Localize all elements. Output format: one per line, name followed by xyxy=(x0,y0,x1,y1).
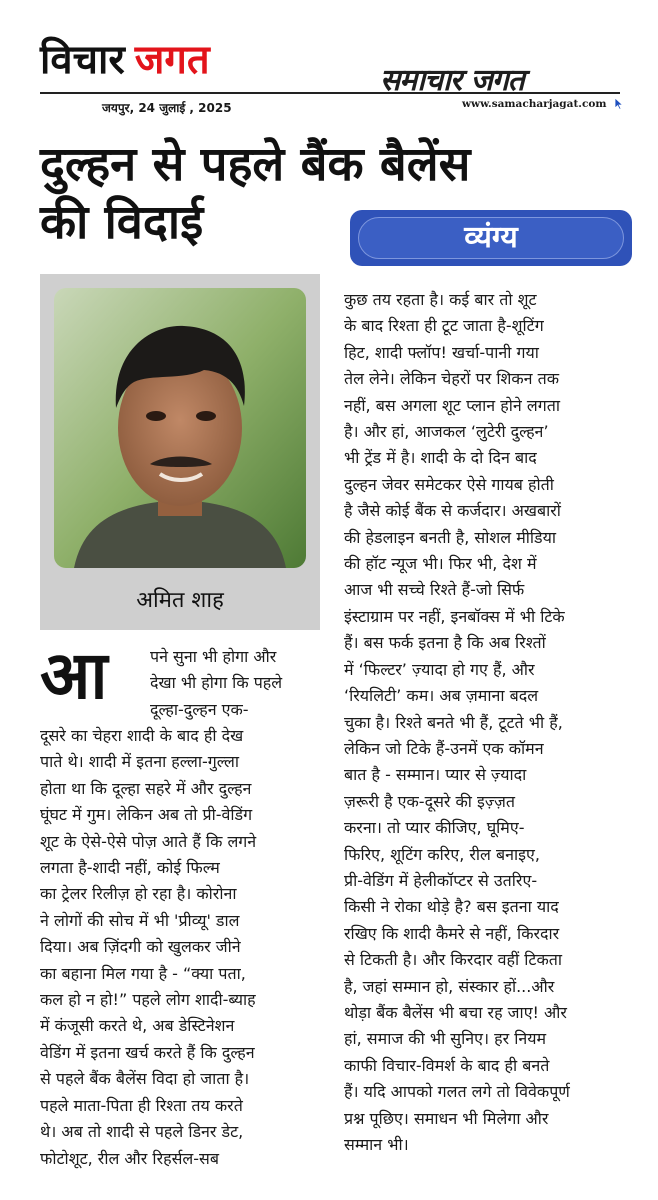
masthead xyxy=(0,0,658,130)
text-line: में कंजूसी करते थे, अब डेस्टिनेशन xyxy=(40,1016,235,1036)
text-line: नहीं, बस अगला शूट प्लान होने लगता xyxy=(344,395,560,415)
text-line: दूल्हा-दुल्हन एक- xyxy=(150,699,249,719)
text-line: कुछ तय रहता है। कई बार तो शूट xyxy=(344,290,537,309)
headline-line-1: दुल्हन से पहले बैंक बैलेंस xyxy=(40,137,471,192)
text-line: फिरिए, शूटिंग करिए, रील बनाइए, xyxy=(344,844,540,864)
drop-cap: आ xyxy=(40,637,108,714)
author-photo-box xyxy=(40,274,320,630)
article-column-left xyxy=(40,723,330,1172)
text-line: किसी ने रोका थोड़े है? बस इतना याद xyxy=(344,897,559,917)
text-line: की हॉट न्यूज भी। फिर भी, देश में xyxy=(344,554,537,574)
masthead-word-2: जगत xyxy=(134,37,210,83)
text-line: होता था कि दूल्हा सहरे में और दुल्हन xyxy=(40,778,252,798)
website-url[interactable]: www.samacharjagat.com xyxy=(462,98,607,110)
text-line: करना। तो प्यार कीजिए, घूमिए- xyxy=(344,818,525,838)
text-line: हां, समाज की भी सुनिए। हर नियम xyxy=(344,1029,547,1049)
article-intro xyxy=(150,644,330,723)
text-line: की हेडलाइन बनती है, सोशल मीडिया xyxy=(344,527,557,547)
text-line: बात है - सम्मान। प्यार से ज़्यादा xyxy=(344,765,527,785)
text-line: प्री-वेडिंग में हेलीकॉप्टर से उतरिए- xyxy=(344,870,538,890)
text-line: काफी विचार-विमर्श के बाद ही बनते xyxy=(344,1055,550,1075)
text-line: देखा भी होगा कि पहले xyxy=(150,673,283,693)
text-line: थोड़ा बैंक बैलेंस भी बचा रह जाए! और xyxy=(344,1002,567,1022)
text-line: पहले माता-पिता ही रिश्ता तय करते xyxy=(40,1095,243,1115)
portrait-illustration xyxy=(54,288,306,568)
text-line: दिया। अब ज़िंदगी को खुलकर जीने xyxy=(40,937,241,957)
text-line: पने सुना भी होगा और xyxy=(150,647,277,666)
author-photo xyxy=(54,288,306,568)
text-line: रखिए कि शादी कैमरे से नहीं, किरदार xyxy=(344,923,560,943)
section-tag-badge xyxy=(350,210,632,266)
text-line: ‘रियलिटी’ कम। अब ज़माना बदल xyxy=(344,686,539,706)
text-line: ने लोगों की सोच में भी 'प्रीव्यू' डाल xyxy=(40,910,240,930)
text-line: से टिकती है। और किरदार वहीं टिकता xyxy=(344,950,563,970)
text-line: घूंघट में गुम। लेकिन अब तो प्री-वेडिंग xyxy=(40,805,253,825)
newspaper-logo: समाचार जगत xyxy=(380,63,524,98)
author-name: अमित शाह xyxy=(136,588,224,613)
text-line: ज़रूरी है एक-दूसरे की इज़्ज़त xyxy=(344,791,516,811)
text-line: का बहाना मिल गया है - “क्या पता, xyxy=(40,963,246,983)
text-line: इंस्टाग्राम पर नहीं, इनबॉक्स में भी टिके xyxy=(344,606,565,626)
text-line: का ट्रेलर रिलीज़ हो रहा है। कोरोना xyxy=(40,884,237,904)
headline-line-2: की विदाई xyxy=(40,195,204,250)
text-line: फोटोशूट, रील और रिहर्सल-सब xyxy=(40,1148,219,1168)
text-line: दूसरे का चेहरा शादी के बाद ही देख xyxy=(40,726,244,745)
text-line: लगता है-शादी नहीं, कोई फिल्म xyxy=(40,858,220,878)
text-line: है, जहां सम्मान हो, संस्कार हों...और xyxy=(344,976,555,996)
section-masthead-title xyxy=(40,36,210,84)
text-line: शूट के ऐसे-ऐसे पोज़ आते हैं कि लगने xyxy=(40,831,257,851)
text-line: वेडिंग में इतना खर्च करते हैं कि दुल्हन xyxy=(40,1042,255,1062)
text-line: हैं। बस फर्क इतना है कि अब रिश्तों xyxy=(344,633,546,653)
text-line: से पहले बैंक बैलेंस विदा हो जाता है। xyxy=(40,1069,250,1089)
text-line: चुका है। रिश्ते बनते भी हैं, टूटते भी हैं, xyxy=(344,712,563,732)
article-column-right xyxy=(344,287,634,1158)
text-line: तेल लेने। लेकिन चेहरों पर शिकन तक xyxy=(344,369,560,389)
text-line: लेकिन जो टिके हैं-उनमें एक कॉमन xyxy=(344,738,544,758)
text-line: सम्मान भी। xyxy=(344,1135,409,1154)
text-line: के बाद रिश्ता ही टूट जाता है-शूटिंग xyxy=(344,316,544,336)
cursor-arrow-icon xyxy=(614,97,624,110)
text-line: आज भी सच्चे रिश्ते हैं-जो सिर्फ xyxy=(344,580,525,600)
text-line: पाते थे। शादी में इतना हल्ला-गुल्ला xyxy=(40,752,239,772)
text-line: भी ट्रेंड में है। शादी के दो दिन बाद xyxy=(344,448,537,468)
text-line: है जैसे कोई बैंक से कर्जदार। अखबारों xyxy=(344,501,561,521)
text-line: दुल्हन जेवर समेटकर ऐसे गायब होती xyxy=(344,474,554,494)
text-line: थे। अब तो शादी से पहले डिनर डेट, xyxy=(40,1122,244,1142)
text-line: हैं। यदि आपको गलत लगे तो विवेकपूर्ण xyxy=(344,1082,570,1102)
text-line: हिट, शादी फ्लॉप! खर्चा-पानी गया xyxy=(344,342,539,362)
text-line: में ‘फिल्टर’ ज़्यादा हो गए हैं, और xyxy=(344,659,535,679)
text-line: कल हो न हो!” पहले लोग शादी-ब्याह xyxy=(40,990,256,1010)
section-tag-label: व्यंग्य xyxy=(358,217,624,259)
masthead-word-1: विचार xyxy=(40,37,125,83)
dateline: जयपुर, 24 जुलाई , 2025 xyxy=(102,101,232,115)
text-line: है। और हां, आजकल ‘लुटेरी दुल्हन’ xyxy=(344,422,549,442)
text-line: प्रश्न पूछिए। समाधन भी मिलेगा और xyxy=(344,1108,549,1128)
